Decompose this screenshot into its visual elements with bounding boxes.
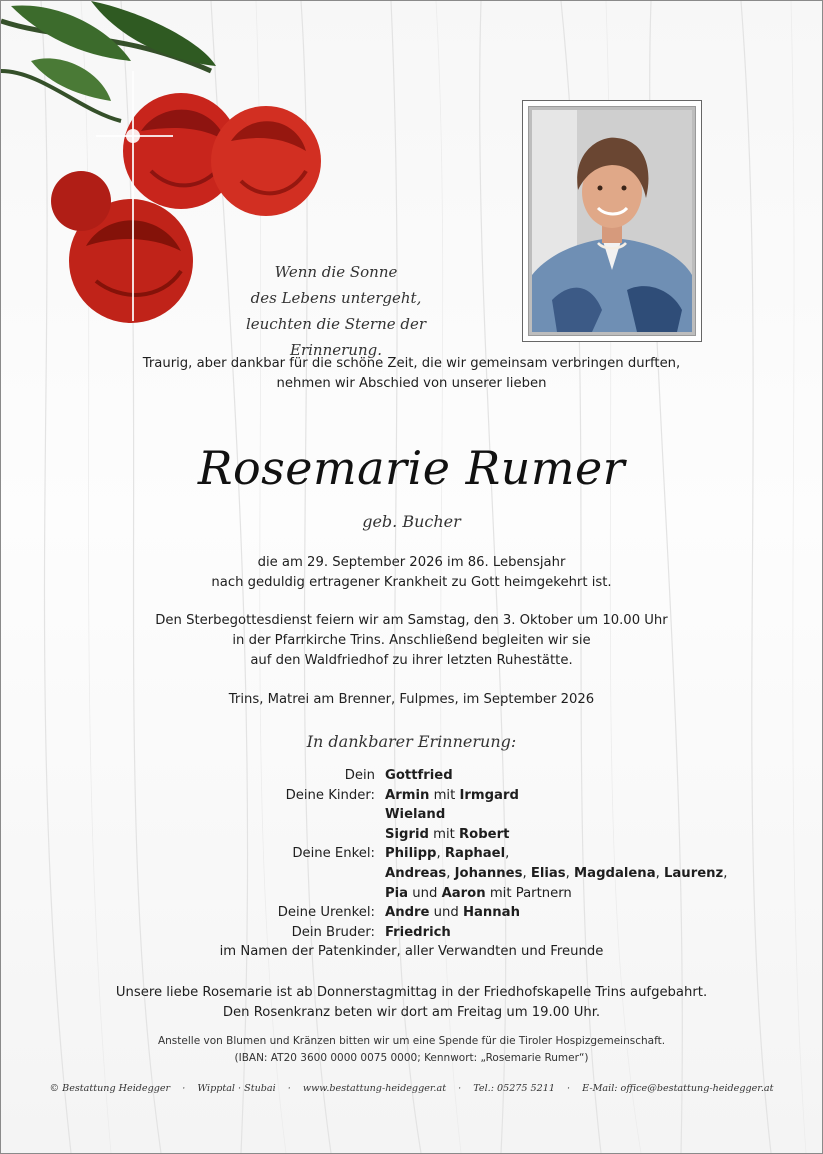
footer-separator: · [458,1083,462,1094]
mourner-label: Deine Urenkel: [277,905,375,921]
mourner-row-grandchildren [1,864,822,884]
donation-line: Anstelle von Blumen und Kränzen bitten wir um eine Spende für die Tiroler Hospizgemeinschaft. [157,1035,666,1047]
viewing-text [1,983,822,1023]
deceased-name: Rosemarie Rumer [197,441,626,495]
mourner-name: Pia [385,885,409,901]
intro-line: Traurig, aber dankbar für die schöne Zeit, die wir gemeinsam verbringen durften, [142,356,681,371]
death-text [1,553,822,593]
mourner-label: Dein [344,768,375,783]
mourner-names [385,864,727,884]
footer-separator: · [287,1083,291,1094]
mourner-names [385,786,519,806]
mourner-name: Philipp [385,846,437,862]
intro-text [1,354,822,394]
mourner-sep: , [723,865,728,881]
donation-line: (IBAN: AT20 3600 0000 0075 0000; Kennwort: „Rosemarie Rumer“) [234,1052,589,1064]
footer-region: Wipptal · Stubai [197,1083,276,1094]
mourner-label: Deine Kinder: [285,787,375,803]
mourner-name: Gottfried [385,768,453,783]
viewing-line: Den Rosenkranz beten wir dort am Freitag um 19.00 Uhr. [222,1005,601,1020]
footer-email-link[interactable]: E-Mail: office@bestattung-heidegger.at [582,1083,774,1094]
mourners-list [1,766,822,962]
mourner-names [385,805,445,825]
mourner-conj: mit [433,787,456,803]
portrait-frame [522,100,702,342]
footer-company: © Bestattung Heidegger [49,1083,171,1094]
viewing-line: Unsere liebe Rosemarie ist ab Donnerstagmittag in der Friedhofskapelle Trins aufgebahrt. [115,985,708,1000]
service-line: Den Sterbegottesdienst feiern wir am Samstag, den 3. Oktober um 10.00 Uhr [155,613,668,628]
mourner-row-brother [1,923,822,943]
mourner-sep: , [505,846,510,862]
memory-title: In dankbarer Erinnerung: [306,732,517,751]
mourner-name: Magdalena [574,865,656,881]
poem-line: des Lebens untergeht, [250,289,422,307]
poem-line: leuchten die Sterne der Erinnerung. [245,315,427,359]
poem-line: Wenn die Sonne [274,263,398,281]
service-text [1,611,822,671]
mourner-sep: , [522,865,531,881]
mourner-sep: , [446,865,455,881]
mourner-row-greatgrandchildren [1,903,822,923]
mourner-sep: , [436,846,445,862]
service-line: in der Pfarrkirche Trins. Anschließend begleiten wir sie [232,633,591,648]
mourner-names [385,766,453,786]
footer-website-link[interactable]: www.bestattung-heidegger.at [302,1083,447,1094]
mourner-name: Elias [530,865,566,881]
service-line: auf den Waldfriedhof zu ihrer letzten Ruhestätte. [250,653,573,668]
mourner-name: Andreas [385,865,447,881]
mourner-name: Andre [385,905,430,921]
mourner-row-grandchildren [1,844,822,864]
mourner-name: Hannah [462,905,520,921]
portrait-photo-icon [532,110,692,332]
mourner-names [385,825,509,845]
mourner-row-husband [1,766,822,786]
mourner-names [385,844,509,864]
poem [201,259,471,363]
mourner-name: Armin [385,787,430,803]
place-date: Trins, Matrei am Brenner, Fulpmes, im September 2026 [228,692,595,707]
mourner-name: Raphael [444,846,506,862]
mourner-label: Deine Enkel: [292,846,375,862]
mourner-label: Dein Bruder: [291,924,375,940]
footer-separator: · [182,1083,186,1094]
mourner-names [385,923,451,943]
mourner-sep: , [655,865,664,881]
mourner-row-children [1,825,822,845]
mourner-name: Robert [459,826,510,842]
footer-separator: · [567,1083,571,1094]
mourner-name: Johannes [454,865,523,881]
footer [1,1083,822,1094]
mourner-name: Sigrid [385,826,429,842]
mourner-name: Laurenz [664,865,724,881]
mourner-suffix: mit Partnern [485,885,572,901]
mourner-others: im Namen der Patenkinder, aller Verwandten und Freunde [219,944,604,960]
mourner-name: Irmgard [459,787,519,803]
donation-text [1,1033,822,1067]
mourner-names [385,884,572,904]
death-line: nach geduldig ertragener Krankheit zu Gott heimgekehrt ist. [211,575,612,590]
mourner-name: Friedrich [385,924,451,940]
mourner-sep: , [565,865,575,881]
mourner-names [385,903,520,923]
mourner-name: Wieland [385,807,446,823]
mourner-conj: mit [433,826,455,842]
mourner-row-others [1,942,822,962]
death-line: die am 29. September 2026 im 86. Lebensjahr [257,555,566,570]
mourner-row-grandchildren [1,884,822,904]
mourner-conj: und [429,905,463,921]
intro-line: nehmen wir Abschied von unserer lieben [276,376,547,391]
portrait-photo [528,106,696,336]
mourner-conj: und [408,885,442,901]
mourner-row-children [1,805,822,825]
birth-name: geb. Bucher [362,512,461,531]
mourner-name: Aaron [441,885,486,901]
mourner-row-children [1,786,822,806]
footer-phone: Tel.: 05275 5211 [473,1083,555,1094]
